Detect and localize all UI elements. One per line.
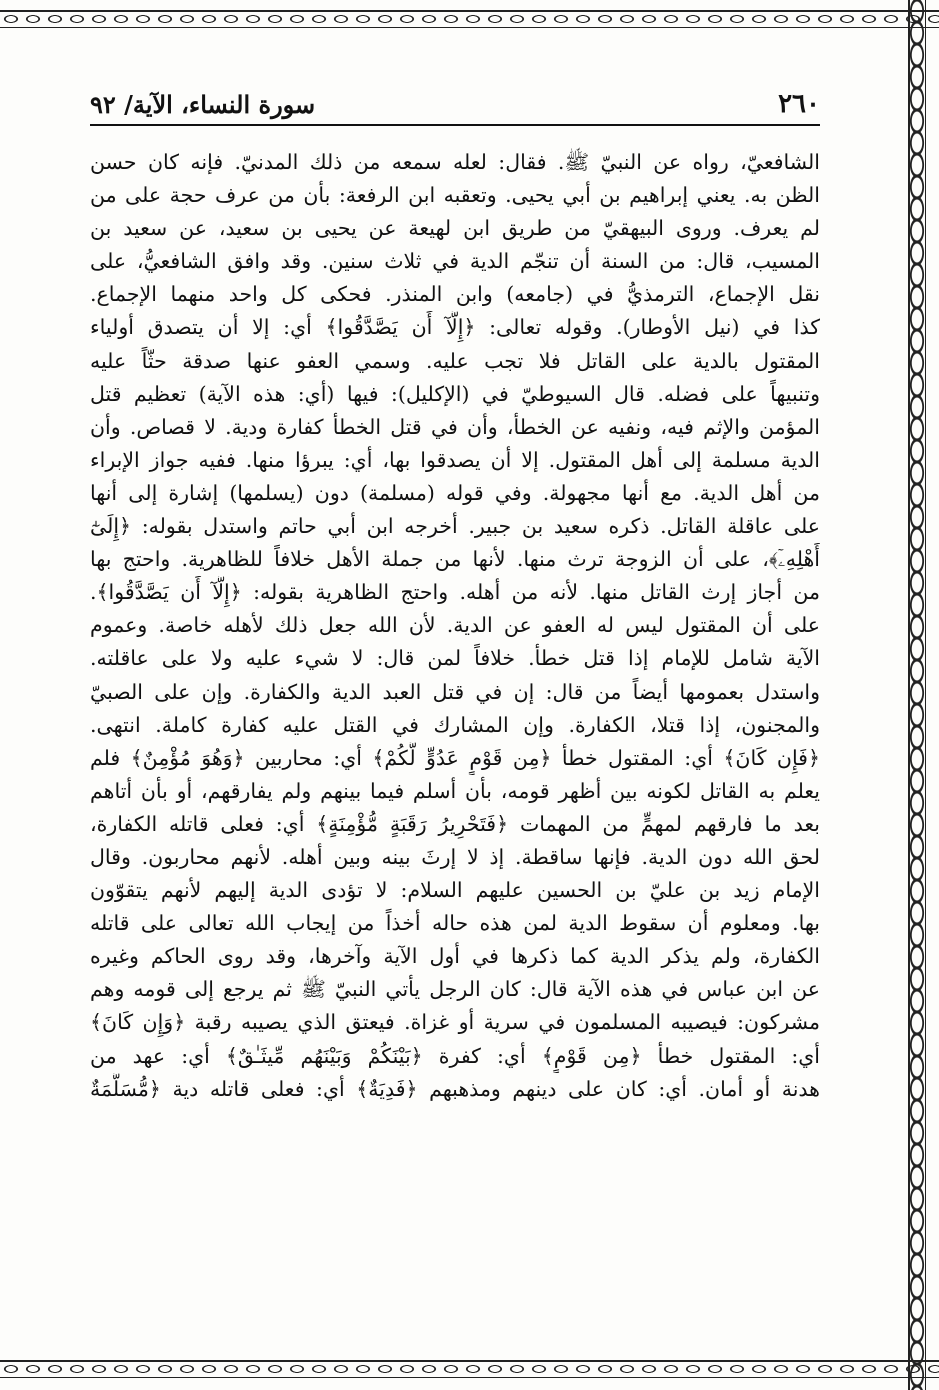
ornamental-border-bottom bbox=[0, 1356, 939, 1382]
text-line: واستدل بعمومها أيضاً من قال: إن في قتل العبد الدية والكفارة. وإن على الصبيّ bbox=[90, 679, 820, 704]
text-line: هدنة أو أمان. أي: كان على دينهم ومذهبهم ﴿فَدِيَةٌ﴾ أي: فعلى قاتله دية ﴿مُّسَلَّمَةٌ bbox=[90, 1076, 820, 1101]
text-line: كذا في (نيل الأوطار). وقوله تعالى: ﴿إِلَّآ أَن يَصَّدَّقُوا﴾ أي: إلا أن يتصدق أولياء bbox=[90, 315, 820, 340]
text-line: الإمام زيد بن عليّ بن الحسين عليهم السلام: لا تؤدى الدية إليهم لأنهم يتقوّون bbox=[90, 878, 820, 903]
text-line: يعلم به القاتل لكونه بين أظهر قومه، بأن أسلم فيما بينهم ولم يفارقهم، أو بأن أتاهم bbox=[90, 778, 820, 803]
page-header bbox=[90, 84, 820, 124]
text-line: من أهل الدية. مع أنها مجهولة. وفي قوله (مسلمة) دون (يسلمها) إشارة إلى أنها bbox=[90, 480, 820, 505]
text-line: أَهْلِهِۦٓ﴾، على أن الزوجة ترث منها. لأنها من جملة الأهل خلافاً للظاهرية. واحتج بها bbox=[90, 547, 820, 572]
body-text bbox=[90, 146, 820, 1106]
text-line: لحق الله دون الدية. فإنها ساقطة. إذ لا إرثَ بينه وبين أهله. لأنهم محاربون. وقال bbox=[90, 844, 820, 869]
ornamental-border-top bbox=[0, 6, 939, 32]
header-rule bbox=[90, 124, 820, 126]
text-line: الكفارة، ولم يذكر الدية كما ذكرها في أول الآية وآخرها، وقد روى الحاكم وغيره bbox=[90, 944, 820, 969]
text-line: الآية شامل للإمام إذا قتل خطأ. خلافاً لمن قال: لا شيء عليه ولا على عاقلته. bbox=[90, 646, 820, 671]
text-line: المؤمن والإثم فيه، ونفيه عن الخطأ، وأن في قتل الخطأ كفارة ودية. لا قصاص. وأن bbox=[90, 414, 820, 439]
text-line: المقتول بالدية على القاتل فلا تجب عليه. وسمي العفو عنها صدقة حثّاً عليه bbox=[90, 348, 820, 373]
text-line: الظن به. يعني إبراهيم بن أبي يحيى. وتعقبه ابن الرفعة: بأن من عرف حجة على من bbox=[90, 183, 820, 208]
text-line: المسيب، قال: من السنة أن تنجّم الدية في ثلاث سنين. وقد وافق الشافعيُّ، على bbox=[90, 249, 820, 274]
text-line: نقل الإجماع، الترمذيُّ في (جامعه) وابن المنذر. فحكى كل واحد منهما الإجماع. bbox=[90, 282, 820, 307]
page-number: ٢٦٠ bbox=[778, 89, 820, 119]
text-line: والمجنون، إذا قتلا، الكفارة. وإن المشارك في القتل عليه كفارة كاملة. انتهى. bbox=[90, 712, 820, 737]
text-line: على أن المقتول ليس له العفو عن الدية. لأن الله جعل ذلك لأهله خاصة. وعموم bbox=[90, 613, 820, 638]
running-title: سورة النساء، الآية/ ٩٢ bbox=[90, 89, 316, 119]
text-line: الشافعيّ، رواه عن النبيّ ﷺ. فقال: لعله سمعه من ذلك المدنيّ. فإنه كان حسن bbox=[90, 150, 820, 174]
text-line: عن ابن عباس في هذه الآية قال: كان الرجل يأتي النبيّ ﷺ ثم يرجع إلى قومه وهم bbox=[90, 977, 820, 1002]
text-line: على عاقلة القاتل. ذكره سعيد بن جبير. أخرجه ابن أبي حاتم واستدل بقوله: ﴿إِلَىٰٓ bbox=[90, 514, 820, 539]
text-line: مشركون: فيصيبه المسلمون في سرية أو غزاة. فيعتق الذي يصيبه رقبة ﴿وَإِن كَانَ﴾ bbox=[90, 1010, 820, 1035]
text-line: لم يعرف. وروى البيهقيّ من طريق ابن لهيعة عن يحيى بن سعيد، عن سعيد بن bbox=[90, 216, 820, 241]
text-line: الدية مسلمة إلى أهل المقتول. إلا أن يصدقوا بها، أي: يبرؤا منها. ففيه جواز الإبراء bbox=[90, 447, 820, 472]
text-line: أي: المقتول خطأ ﴿مِن قَوْمٍ﴾ أي: كفرة ﴿بَيْنَكُمْ وَبَيْنَهُم مِّيثَـٰقٌ﴾ أي: عهد من bbox=[90, 1043, 820, 1068]
text-line: بها. ومعلوم أن سقوط الدية لمن هذه حاله أخذاً من إيجاب الله تعالى على قاتله bbox=[90, 911, 820, 936]
text-line: بعد ما فارقهم لمهمٍّ من المهمات ﴿فَتَحْرِيرُ رَقَبَةٍ مُّؤْمِنَةٍ﴾ أي: فعلى قاتله الكفارة، bbox=[90, 811, 820, 836]
text-line: من أجاز إرث القاتل منها. لأنه من أهله. واحتج الظاهرية بقوله: ﴿إِلَّآ أَن يَصَّدَّقُوا﴾. bbox=[90, 580, 820, 605]
ornamental-border-right bbox=[904, 0, 930, 1390]
text-line: وتنبيهاً على فضله. قال السيوطيّ في (الإكليل): فيها (أي: هذه الآية) تعظيم قتل bbox=[90, 381, 820, 406]
text-line: ﴿فَإِن كَانَ﴾ أي: المقتول خطأ ﴿مِن قَوْمٍ عَدُوٍّ لَّكُمْ﴾ أي: محاربين ﴿وَهُوَ مُؤْمِنٌ﴾ فلم bbox=[90, 745, 820, 770]
